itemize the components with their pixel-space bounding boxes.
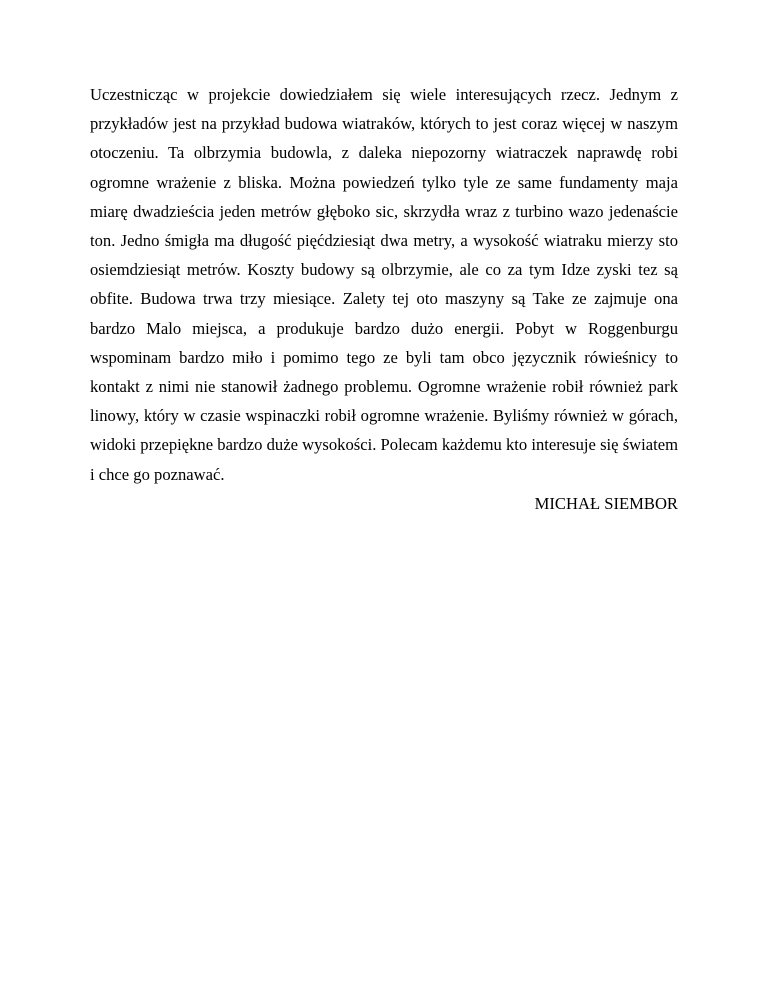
body-paragraph: Uczestnicząc w projekcie dowiedziałem się wiele interesujących rzecz. Jednym z przykładów jest na przykład budowa wiatraków, których to jest coraz więcej w naszym otoczeniu. Ta olbrzymia budowla, z daleka niepozorny wiatraczek naprawdę robi ogromne wrażenie z bliska. Można powiedzeń tylko tyle ze same fundamenty maja miarę dwadzieścia jeden metrów głęboko sic, skrzydła wraz z turbino wazo jedenaście ton. Jedno śmigła ma długość pięćdziesiąt dwa metry, a wysokość wiatraku mierzy sto osiemdziesiąt metrów. Koszty budowy są olbrzymie, ale co za tym Idze zyski tez są obfite. Budowa trwa trzy miesiące. Zalety tej oto maszyny są Take ze zajmuje ona bardzo Malo miejsca, a produkuje bardzo dużo energii. Pobyt w Roggenburgu wspominam bardzo miło i pomimo tego ze byli tam obco języcznik rówieśnicy to kontakt z nimi nie stanowił żadnego problemu. Ogromne wrażenie robił również park linowy, który w czasie wspinaczki robił ogromne wrażenie. Byliśmy również w górach, widoki przepiękne bardzo duże wysokości. Polecam każdemu kto interesuje się światem i chce go poznawać. [90, 85, 678, 484]
text-block [90, 80, 678, 518]
author-signature: MICHAŁ SIEMBOR [534, 493, 678, 513]
